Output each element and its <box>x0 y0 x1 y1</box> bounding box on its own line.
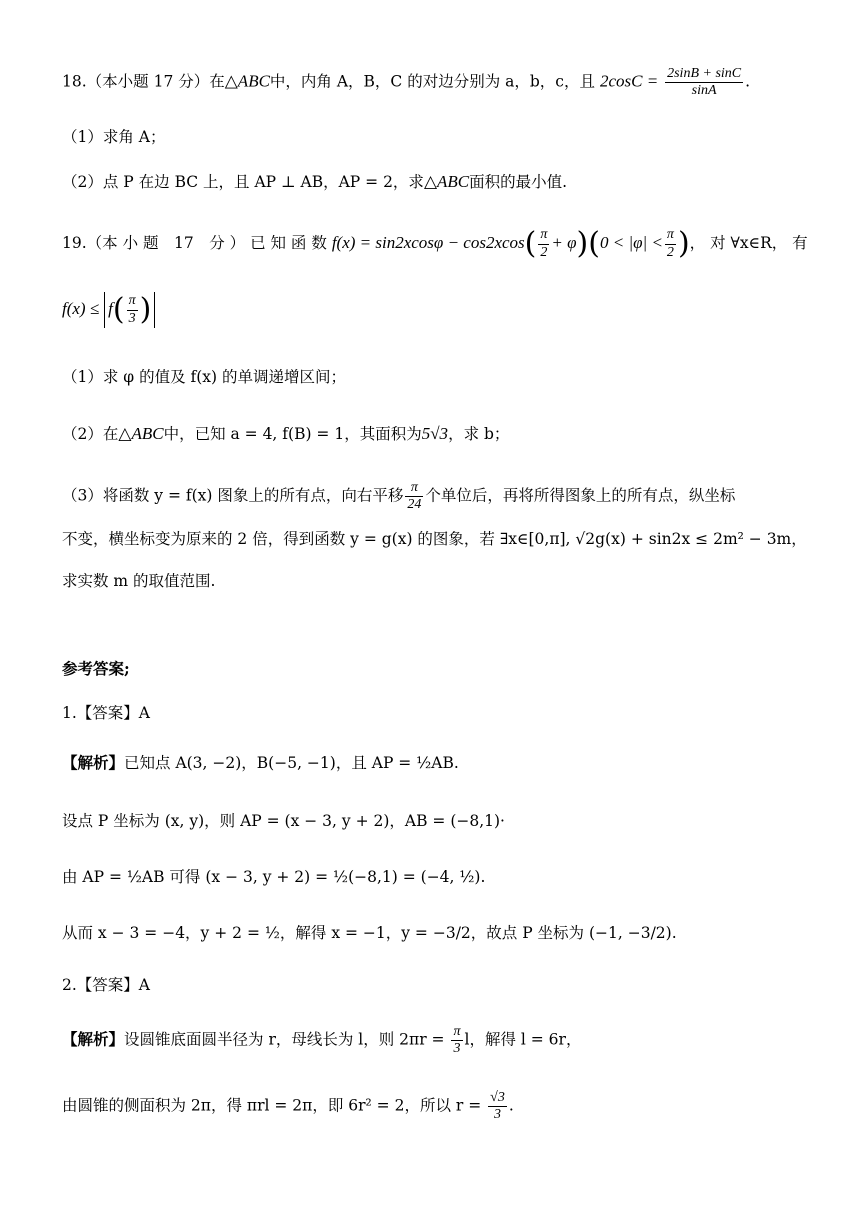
q19-part1: （1）求 φ 的值及 f(x) 的单调递增区间； <box>62 368 346 386</box>
answer-1-line3: 由 AP = ½AB 可得 (x − 3, y + 2) = ½(−8,1) = (−4, ½). <box>62 868 486 886</box>
answer-1-line4: 从而 x − 3 = −4，y + 2 = ½，解得 x = −1，y = −3/2，故点 P 坐标为 (−1, −3/2). <box>62 924 677 942</box>
answer-2-line2: 由圆锥的侧面积为 2π，得 πrl = 2π，即 6r² = 2，所以 r = $\frac{√3}{3}$ . <box>62 1090 514 1123</box>
answer-2-line1: 【解析】设圆锥底面圆半径为 r，母线长为 l，则 2πr = $\frac{\pi}{3}$ l，解得 l = 6r， <box>62 1024 582 1057</box>
q19-stem: 19.（本 小 题 17 分 ） 已 知 函 数 f(x) = sin2xcosφ − cos2xcos( $\frac{\pi}{2}$ + φ)(0 < |φ| < $\frac{\pi}{2}$ )， 对 ∀x∈R， 有 <box>62 226 808 261</box>
q19-part3-line2: 不变，横坐标变为原来的 2 倍，得到函数 y = g(x) 的图象，若 ∃x∈[0,π], √2g(x) + sin2x ≤ 2m² − 3m， <box>62 530 807 548</box>
answer-1-label: 1.【答案】A <box>62 704 150 722</box>
q19-part3-line3: 求实数 m 的取值范围. <box>62 572 216 590</box>
answers-title: 参考答案; <box>62 659 130 678</box>
q18-stem: 18.（本小题 17 分）在△ABC中，内角 A，B，C 的对边分别为 a，b，c，且 2cosC = $\frac{2\sin B + \sin C}{\sin A}$ . <box>62 66 751 99</box>
q19-part3: （3）将函数 y = f(x) 图象上的所有点，向右平移 $\frac{\pi}{24}$ 个单位后，再将所得图象上的所有点，纵坐标 <box>62 480 736 513</box>
q18-fraction: $\frac{2\sin B + \sin C}{\sin A}$ <box>667 66 742 99</box>
q18-part1: （1）求角 A； <box>62 128 166 146</box>
answer-2-label: 2.【答案】A <box>62 976 150 994</box>
q19-condition: f(x) ≤ f( $\frac{\pi}{3}$ ) <box>62 292 798 328</box>
answer-1-line2: 设点 P 坐标为 (x, y)，则 AP = (x − 3, y + 2)，AB = (−8,1)· <box>62 812 505 830</box>
q18-part2: （2）点 P 在边 BC 上，且 AP ⊥ AB，AP = 2，求△ABC面积的最小值. <box>62 172 568 191</box>
q19-part2: （2）在△ABC中，已知 a = 4, f(B) = 1，其面积为5√3，求 b； <box>62 424 510 443</box>
answer-1-line1: 【解析】已知点 A(3, −2)，B(−5, −1)，且 AP = ½AB. <box>62 753 459 772</box>
